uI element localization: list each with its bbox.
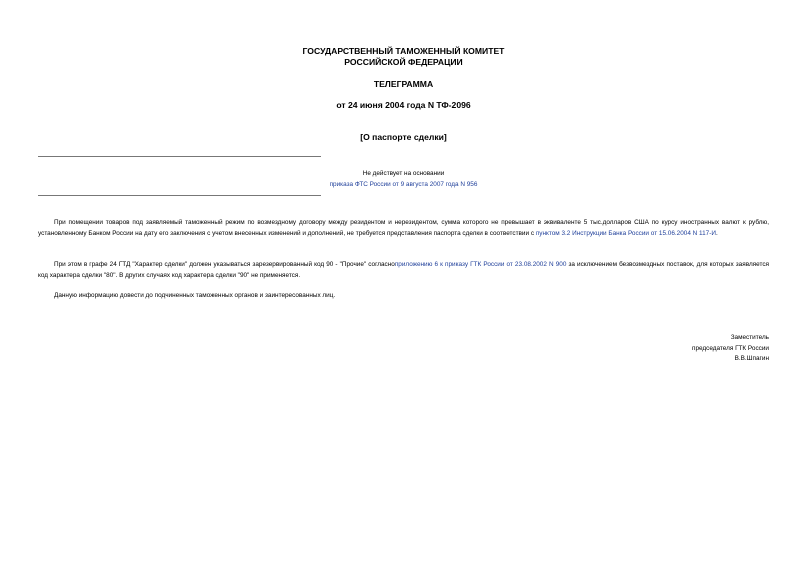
divider-bottom: [38, 195, 321, 196]
paragraph-2: [38, 260, 769, 281]
gtk-order-appendix-link[interactable]: приложению 6 к приказу ГТК России от 23.08.2002 N 900: [394, 261, 567, 268]
bank-instruction-link[interactable]: пунктом 3.2 Инструкции Банка России от 15.06.2004 N 117-И: [535, 229, 716, 237]
issuing-authority-line-1: ГОСУДАРСТВЕННЫЙ ТАМОЖЕННЫЙ КОМИТЕТ: [302, 46, 505, 56]
signatory-title: Заместитель: [730, 334, 769, 341]
paragraph-1-text: При помещении товаров под заявляемый таможенный режим по возмездному договору между резидентом и нерезидентом, сумма которого не превышает в эквиваленте 5 тыс.долларов США по курсу иностранных валют к рублю, установленному Банком России на дату его заключения с учетом внесенных изменений и дополнений, не требуется представления паспорта сделки в соответствии с: [38, 219, 769, 237]
paragraph-1: [38, 218, 769, 239]
signatory-name: В.В.Шпагин: [734, 355, 769, 362]
signatory-position: председателя ГТК России: [692, 345, 769, 352]
issuing-authority-line-2: РОССИЙСКОЙ ФЕДЕРАЦИИ: [344, 57, 463, 67]
document-subject: [О паспорте сделки]: [360, 132, 447, 142]
repeal-order-link[interactable]: приказа ФТС России от 9 августа 2007 года N 956: [329, 181, 478, 188]
paragraph-2-tail: за исключением безвозмездных поставок, для которых заявляется код характера сделки "80". В других случаях код характера сделки "90" не применяется.: [38, 261, 769, 279]
paragraph-3-text: Данную информацию довести до подчиненных таможенных органов и заинтересованных лиц.: [54, 292, 336, 299]
paragraph-3: [38, 291, 769, 302]
document-date-number: от 24 июня 2004 года N ТФ-2096: [336, 100, 471, 110]
paragraph-1-tail: .: [715, 229, 718, 237]
paragraph-2-text: При этом в графе 24 ГТД "Характер сделки" должен указываться зарезервированный код 90 - "Прочие" согласно: [54, 261, 395, 268]
status-note: Не действует на основании: [362, 170, 445, 177]
document-type: ТЕЛЕГРАММА: [373, 79, 434, 89]
divider-top: [38, 156, 321, 157]
status-link-wrapper: [0, 180, 807, 190]
